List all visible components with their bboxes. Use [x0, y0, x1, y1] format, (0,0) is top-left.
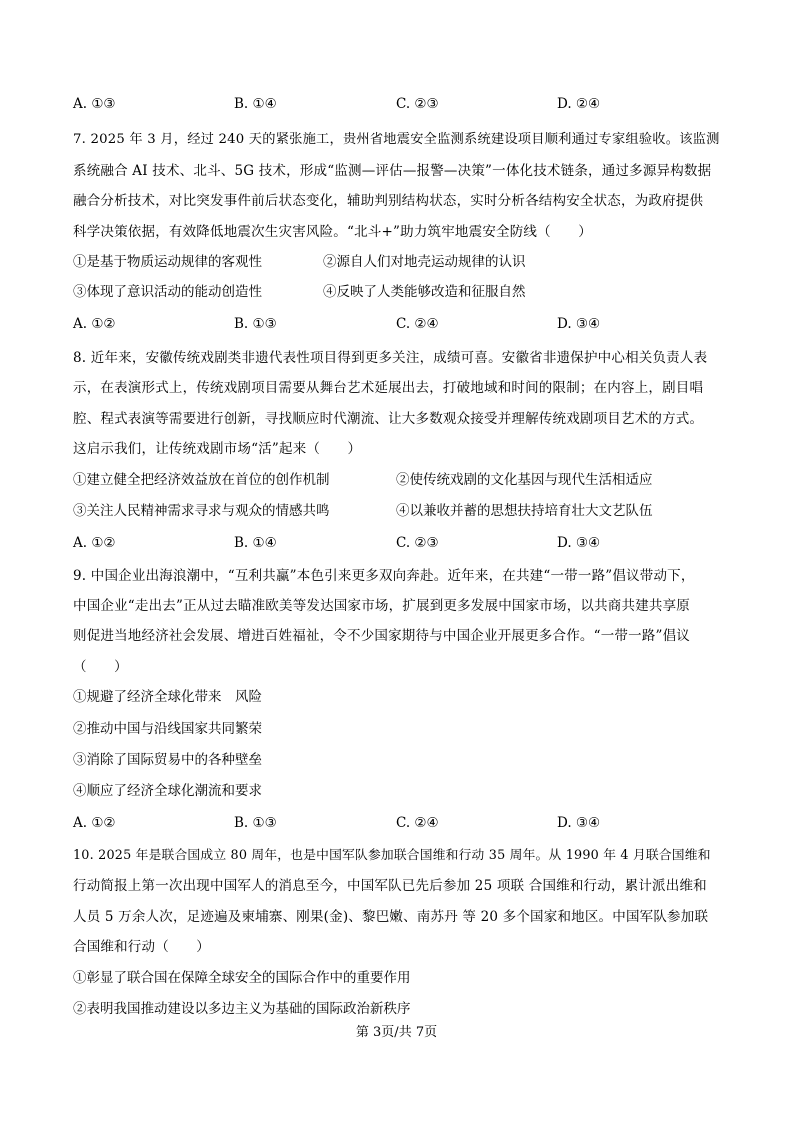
q9-stem-line: 中国企业“走出去”正从过去瞄准欧美等发达国家市场，扩展到更多发展中国家市场，以共商共建共享原 — [73, 598, 691, 614]
q7-stem-line: 科学决策依据，有效降低地震次生灾害风险。“北斗+”助力筑牢地震安全防线（ ） — [73, 224, 592, 240]
q10-stem-line: 合国维和行动（ ） — [73, 939, 210, 955]
q8-statement-2: ②使传统戏剧的文化基因与现代生活相适应 — [396, 472, 653, 488]
q9-statement-1: ①规避了经济全球化带来 风险 — [73, 689, 262, 705]
q10-stem-line: 10. 2025 年是联合国成立 80 周年，也是中国军队参加联合国维和行动 35 周年。从 1990 年 4 月联合国维和 — [73, 848, 711, 863]
q9-stem-line: 则促进当地经济社会发展、增进百姓福祉，令不少国家期待与中国企业开展更多合作。“一带一路”倡议 — [73, 628, 691, 644]
q10-statement-2: ②表明我国推动建设以多边主义为基础的国际政治新秩序 — [73, 1001, 411, 1017]
q10-stem-line: 人员 5 万余人次，足迹遍及柬埔寨、刚果(金)、黎巴嫩、南苏丹 等 20 多个国家和地区。中国军队参加联 — [73, 909, 709, 925]
q6-option-b: B. ①④ — [234, 96, 277, 112]
q6-option-c: C. ②③ — [396, 96, 439, 112]
q9-option-d: D. ③④ — [557, 815, 601, 831]
q10-statement-1: ①彰显了联合国在保障全球安全的国际合作中的重要作用 — [73, 970, 411, 986]
q8-stem-line: 腔、程式表演等需要进行创新，寻找顺应时代潮流、让大多数观众接受并理解传统戏剧项目艺术的方式。 — [73, 411, 704, 427]
q7-stem-line: 系统融合 AI 技术、北斗、5G 技术，形成“监测—评估—报警—决策”一体化技术链条，通过多源异构数据 — [73, 163, 712, 179]
q8-statement-4: ④以兼收并蓄的思想扶持培育壮大文艺队伍 — [396, 503, 653, 519]
q8-stem-line: 这启示我们，让传统戏剧市场“活”起来（ ） — [73, 441, 362, 457]
q7-stem-line: 融合分析技术，对比突发事件前后状态变化，辅助判别结构状态，实时分析各结构安全状态，为政府提供 — [73, 193, 704, 209]
q10-stem-line: 行动简报上第一次出现中国军人的消息至今，中国军队已先后参加 25 项联 合国维和行动，累计派出维和 — [73, 878, 707, 894]
q8-stem-line: 示，在表演形式上，传统戏剧项目需要从舞台艺术延展出去，打破地域和时间的限制；在内容上，剧目唱 — [73, 380, 704, 396]
q8-option-d: D. ③④ — [557, 535, 601, 551]
q8-option-b: B. ①④ — [234, 535, 277, 551]
q9-option-b: B. ①③ — [234, 815, 277, 831]
q9-option-a: A. ①② — [73, 815, 116, 831]
q7-option-c: C. ②④ — [396, 316, 439, 332]
q7-statement-1: ①是基于物质运动规律的客观性 — [73, 254, 262, 270]
q7-statement-3: ③体现了意识活动的能动创造性 — [73, 284, 262, 300]
q9-statement-2: ②推动中国与沿线国家共同繁荣 — [73, 721, 262, 737]
q9-stem-line: 9. 中国企业出海浪潮中，“互利共赢”本色引来更多双向奔赴。近年来，在共建“一带一路”倡议带动下， — [73, 568, 695, 584]
q6-option-d: D. ②④ — [557, 96, 601, 112]
q9-statement-3: ③消除了国际贸易中的各种壁垒 — [73, 752, 262, 768]
q7-stem-line: 7. 2025 年 3 月，经过 240 天的紧张施工，贵州省地震安全监测系统建设项目顺利通过专家组验收。该监测 — [73, 132, 720, 147]
q8-stem-line: 8. 近年来，安徽传统戏剧类非遗代表性项目得到更多关注，成绩可喜。安徽省非遗保护中心相关负责人表 — [73, 350, 708, 366]
q7-option-d: D. ③④ — [557, 316, 601, 332]
q9-option-c: C. ②④ — [396, 815, 439, 831]
q8-option-a: A. ①② — [73, 535, 116, 551]
page-number: 第 3页/共 7页 — [355, 1025, 438, 1040]
q6-option-a: A. ①③ — [73, 96, 116, 112]
q7-statement-4: ④反映了人类能够改造和征服自然 — [323, 284, 526, 300]
q7-statement-2: ②源自人们对地壳运动规律的认识 — [323, 254, 526, 270]
q9-stem-line: （ ） — [73, 659, 128, 675]
q8-option-c: C. ②③ — [396, 535, 439, 551]
q8-statement-1: ①建立健全把经济效益放在首位的创作机制 — [73, 472, 330, 488]
q8-statement-3: ③关注人民精神需求寻求与观众的情感共鸣 — [73, 503, 330, 519]
q7-option-a: A. ①② — [73, 316, 116, 332]
q7-option-b: B. ①③ — [234, 316, 277, 332]
q9-statement-4: ④顺应了经济全球化潮流和要求 — [73, 783, 262, 799]
